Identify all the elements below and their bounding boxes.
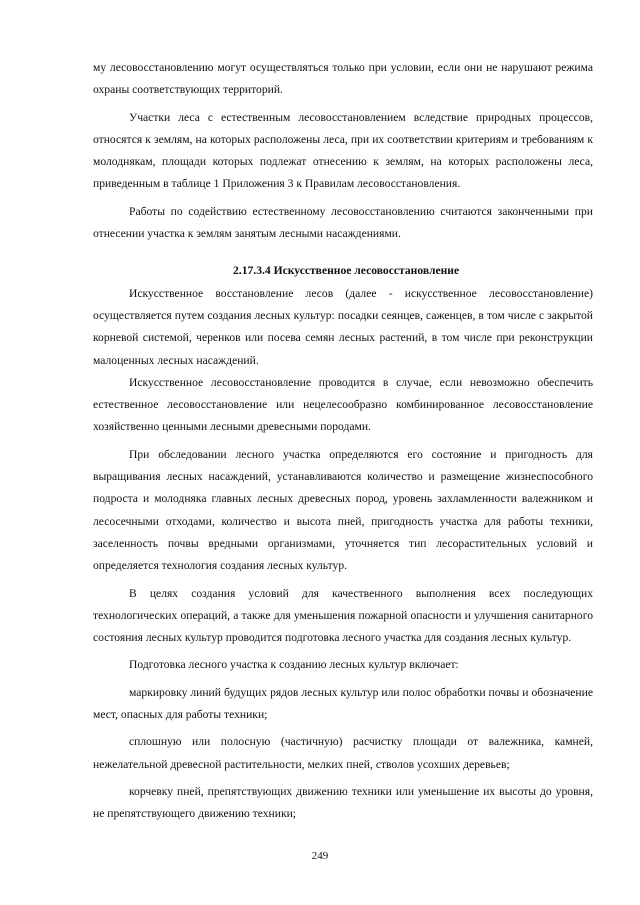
paragraph-artificial-definition: Искусственное восстановление лесов (далее - искусственное лесовосстановление) осуществляется путем создания лесных культур: посадки сеянцев, саженцев, в том числе с закрытой корневой системой, черенков или посева семян лесных растений, в том числе при реконструкции малоценных лесных насаждений. — [93, 286, 593, 367]
page-number: 249 — [311, 850, 329, 862]
paragraph-continuation: му лесовосстановлению могут осуществляться только при условии, если они не нарушают режима охраны соответствующих территорий. — [93, 61, 593, 97]
paragraph-preparation-includes: Подготовка лесного участка к созданию лесных культур включает: — [129, 658, 459, 672]
paragraph-artificial-conditions: Искусственное лесовосстановление проводится в случае, если невозможно обеспечить естественное лесовосстановление или нецелесообразно комбинированное лесовосстановление хозяйственно ценными лесными древесными породами. — [93, 375, 593, 434]
page-content — [93, 57, 593, 831]
list-item-stump-removal: корчевку пней, препятствующих движению техники или уменьшение их высоты до уровня, не препятствующего движению техники; — [93, 784, 593, 821]
paragraph-assistance-works: Работы по содействию естественному лесовосстановлению считаются законченными при отнесении участка к землям занятым лесными насаждениями. — [93, 204, 593, 241]
paragraph-site-survey: При обследовании лесного участка определяются его состояние и пригодность для выращивания лесных насаждений, устанавливаются количество и размещение жизнеспособного подроста и молодняка главных лесных древесных пород, уровень захламленности валежником и лесосечными отходами, количество и высота пней, пригодность участка для работы техники, заселенность почвы вредными организмами, уточняется тип лесорастительных условий и определяется технология создания лесных культур. — [93, 447, 593, 573]
paragraph-natural-regeneration: Участки леса с естественным лесовосстановлением вследствие природных процессов, относятся к землям, на которых расположены леса, при их соответствии критериям и требованиям к молоднякам, площади которых подлежат отнесению к землям, на которых расположены леса, приведенным в таблице 1 Приложения 3 к Правилам лесовосстановления. — [93, 110, 593, 191]
list-item-marking: маркировку линий будущих рядов лесных культур или полос обработки почвы и обозначение мест, опасных для работы техники; — [93, 685, 593, 722]
list-item-clearing: сплошную или полосную (частичную) расчистку площади от валежника, камней, нежелательной древесной растительности, мелких пней, стволов усохших деревьев; — [93, 735, 593, 771]
section-heading: 2.17.3.4 Искусственное лесовосстановление — [233, 264, 460, 278]
paragraph-site-preparation-purpose: В целях создания условий для качественного выполнения всех последующих технологических операций, а также для уменьшения пожарной опасности и улучшения санитарного состояния лесных культур проводится подготовка лесного участка для создания лесных культур. — [93, 586, 593, 645]
